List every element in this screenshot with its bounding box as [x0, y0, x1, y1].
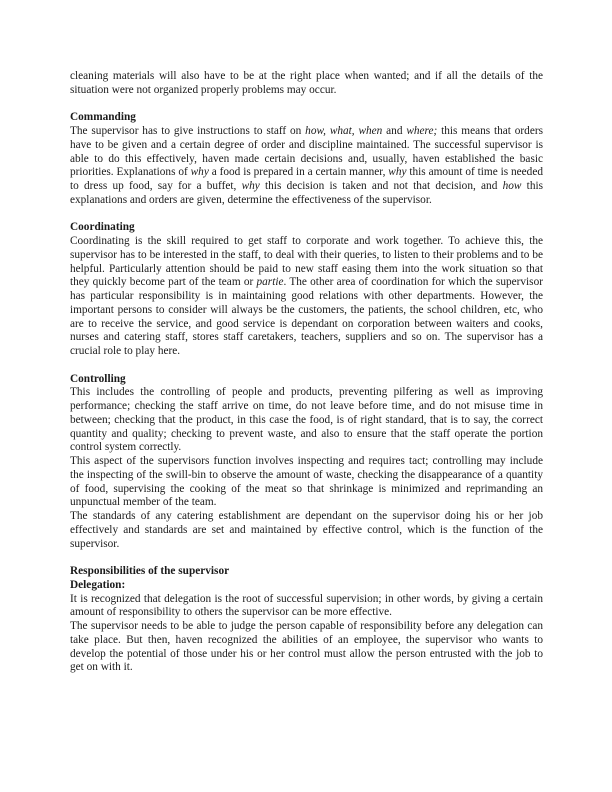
body-text-run: and	[382, 125, 407, 137]
section-heading: Controlling	[70, 372, 126, 385]
body-paragraph: This includes the controlling of people and products, preventing pilfering as well as improving performance; checking the staff arrive on time, do not leave before time, and do not misuse time in between; checking that the product, in this case the food, is of right standard, that is to say, the correct quantity and quality; checking to prevent waste, and also to ensure that the staff operate the portion control system correctly.	[70, 386, 543, 454]
body-paragraph: The supervisor needs to be able to judge the person capable of responsibility before any delegation can take place. But then, haven recognized the abilities of an employee, the supervisor who wants to develop the potential of those under his or her control must allow the person entrusted with the job to get on with it.	[70, 620, 543, 674]
body-text-run: The supervisor has to give instructions to staff on	[70, 125, 306, 137]
body-text-run: Coordinating is the skill required to get staff to corporate and work together. To achieve this, the supervisor has to be interested in the staff, to deal with their queries, to listen to their problems and to be helpful. Particularly attention should be paid to new staff easing them into the work situation so that they quickly become part of the team or	[70, 235, 543, 289]
body-paragraph: It is recognized that delegation is the root of successful supervision; in other words, by giving a certain amount of responsibility to others the supervisor can be more effective.	[70, 592, 543, 619]
paragraph-spacer	[70, 208, 543, 222]
paragraph-spacer	[70, 551, 543, 565]
section-heading: Coordinating	[70, 221, 135, 234]
body-text-run: . The other area of coordination for which the supervisor has particular responsibility is in maintaining good relations with other departments. However, the important persons to consider will always be the customers, the patients, the school children, etc, who are to receive the service, and good service is dependant on corporation between waiters and cooks, nurses and catering staff, stores staff caretakers, teachers, suppliers and so on. The supervisor has a crucial role to play here.	[70, 276, 543, 357]
emphasis-text: why	[190, 166, 209, 179]
section-heading: Commanding	[70, 111, 136, 124]
emphasis-text: why	[241, 180, 260, 192]
paragraph-spacer	[70, 98, 543, 112]
body-text-run: this means that orders have to be given and a certain degree of order and discipline maintained. The successful supervisor is able to do this effectively, haven made certain decisions and, usually, haven established the basic priorities. Explanations of	[70, 125, 544, 179]
body-text-run: this decision is taken and not that decision, and	[259, 180, 503, 192]
emphasis-text: partie	[256, 276, 284, 289]
emphasis-text: how	[502, 180, 522, 192]
body-paragraph: cleaning materials will also have to be at the right place when wanted; and if all the details of the situation were not organized properly problems may occur.	[70, 70, 543, 96]
body-paragraph	[70, 235, 543, 359]
body-paragraph	[70, 125, 543, 208]
section-heading: Responsibilities of the supervisor	[70, 565, 230, 577]
body-paragraph: This aspect of the supervisors function involves inspecting and requires tact; controlling may include the inspecting of the swill-bin to observe the amount of waste, checking the disappearance of a quantity of food, supervising the cooking of the meat so that shrinkage is minimized and reprimanding an unpunctual member of the team.	[70, 455, 543, 509]
section-heading: Delegation:	[70, 578, 126, 591]
emphasis-text: why	[388, 166, 407, 179]
emphasis-text: how, what, when	[305, 125, 383, 137]
document-text-body	[70, 70, 543, 675]
paragraph-spacer	[70, 359, 543, 373]
body-text-run: this explanations and orders are given, determine the effectiveness of the supervisor.	[70, 180, 543, 206]
body-paragraph: The standards of any catering establishment are dependant on the supervisor doing his or her job effectively and standards are set and maintained by effective control, which is the function of the supervisor.	[70, 510, 543, 550]
body-text-run: this amount of time is needed to dress up food, say for a buffet,	[70, 166, 543, 192]
body-text-run: a food is prepared in a certain manner,	[208, 166, 389, 179]
emphasis-text: where;	[406, 125, 438, 137]
